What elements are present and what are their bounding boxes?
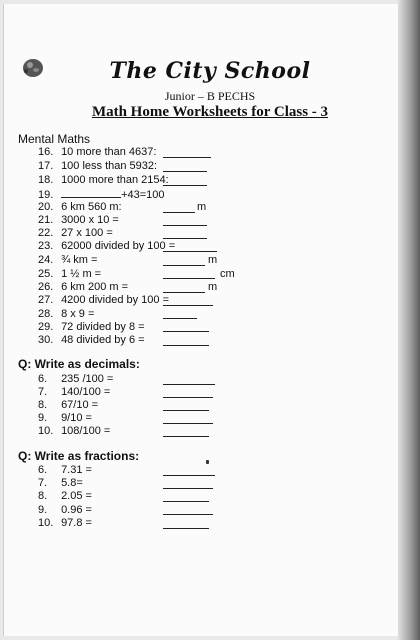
decimals-heading: Q: Write as decimals: bbox=[18, 357, 140, 371]
fractions-question-7: 7. 5.8= bbox=[38, 477, 83, 489]
mental-maths-heading: Mental Maths bbox=[18, 132, 91, 146]
answer-blank-26[interactable] bbox=[163, 292, 205, 293]
decimals-answer-blank-9[interactable] bbox=[163, 423, 213, 424]
question-26: 26. 6 km 200 m = bbox=[38, 281, 129, 293]
answer-blank-18[interactable] bbox=[163, 185, 207, 186]
decimals-question-10: 10. 108/100 = bbox=[38, 425, 111, 437]
answer-blank-25[interactable] bbox=[163, 278, 215, 279]
answer-blank-22[interactable] bbox=[163, 238, 207, 239]
ink-mark bbox=[206, 460, 209, 464]
question-30: 30. 48 divided by 6 = bbox=[38, 334, 145, 346]
answer-blank-20[interactable] bbox=[163, 212, 195, 213]
decimals-answer-blank-8[interactable] bbox=[163, 410, 209, 411]
question-28: 28. 8 x 9 = bbox=[38, 308, 95, 320]
question-17: 17. 100 less than 5932: bbox=[38, 160, 158, 172]
question-25: 25. 1 ½ m = bbox=[38, 268, 102, 280]
answer-blank-17[interactable] bbox=[163, 171, 207, 172]
decimals-question-7: 7. 140/100 = bbox=[38, 386, 111, 398]
decimals-answer-blank-6[interactable] bbox=[163, 384, 215, 385]
fractions-answer-blank-8[interactable] bbox=[163, 501, 209, 502]
question-22: 22. 27 x 100 = bbox=[38, 227, 113, 239]
question-19: 19. +43=100 bbox=[38, 189, 165, 201]
question-27: 27. 4200 divided by 100 = bbox=[38, 294, 170, 306]
answer-blank-30[interactable] bbox=[163, 345, 209, 346]
answer-blank-29[interactable] bbox=[163, 331, 209, 332]
fractions-question-8: 8. 2.05 = bbox=[38, 490, 92, 502]
fractions-answer-blank-6[interactable] bbox=[163, 475, 215, 476]
school-name: The City School bbox=[109, 58, 311, 84]
answer-blank-21[interactable] bbox=[163, 225, 207, 226]
question-29: 29. 72 divided by 8 = bbox=[38, 321, 145, 333]
question-21: 21. 3000 x 10 = bbox=[38, 214, 119, 226]
unit-label: m bbox=[208, 254, 218, 266]
answer-blank-23[interactable] bbox=[163, 251, 217, 252]
answer-blank-27[interactable] bbox=[163, 305, 213, 306]
decimals-answer-blank-10[interactable] bbox=[163, 436, 209, 437]
fractions-answer-blank-9[interactable] bbox=[163, 514, 213, 515]
answer-blank-16[interactable] bbox=[163, 157, 211, 158]
fractions-question-9: 9. 0.96 = bbox=[38, 504, 92, 516]
decimals-question-8: 8. 67/10 = bbox=[38, 399, 99, 411]
question-18: 18. 1000 more than 2154: bbox=[38, 174, 169, 186]
fractions-heading: Q: Write as fractions: bbox=[18, 449, 140, 463]
decimals-question-6: 6. 235 /100 = bbox=[38, 373, 114, 385]
question-16: 16. 10 more than 4637: bbox=[38, 146, 157, 158]
question-23: 23. 62000 divided by 100 = bbox=[38, 240, 176, 252]
decimals-question-9: 9. 9/10 = bbox=[38, 412, 92, 424]
answer-blank-24[interactable] bbox=[163, 265, 205, 266]
unit-label: m bbox=[208, 281, 218, 293]
fractions-question-10: 10. 97.8 = bbox=[38, 517, 92, 529]
worksheet-title: Math Home Worksheets for Class - 3 bbox=[91, 104, 329, 120]
answer-blank-19[interactable] bbox=[61, 187, 121, 198]
question-20: 20. 6 km 560 m: bbox=[38, 201, 122, 213]
fractions-answer-blank-7[interactable] bbox=[163, 488, 213, 489]
fractions-question-6: 6. 7.31 = bbox=[38, 464, 92, 476]
question-24: 24. ¾ km = bbox=[38, 254, 98, 266]
unit-label: cm bbox=[220, 268, 235, 280]
branch-name: Junior – B PECHS bbox=[164, 89, 256, 103]
unit-label: m bbox=[197, 201, 207, 213]
answer-blank-28[interactable] bbox=[163, 318, 197, 319]
decimals-answer-blank-7[interactable] bbox=[163, 397, 213, 398]
fractions-answer-blank-10[interactable] bbox=[163, 528, 209, 529]
